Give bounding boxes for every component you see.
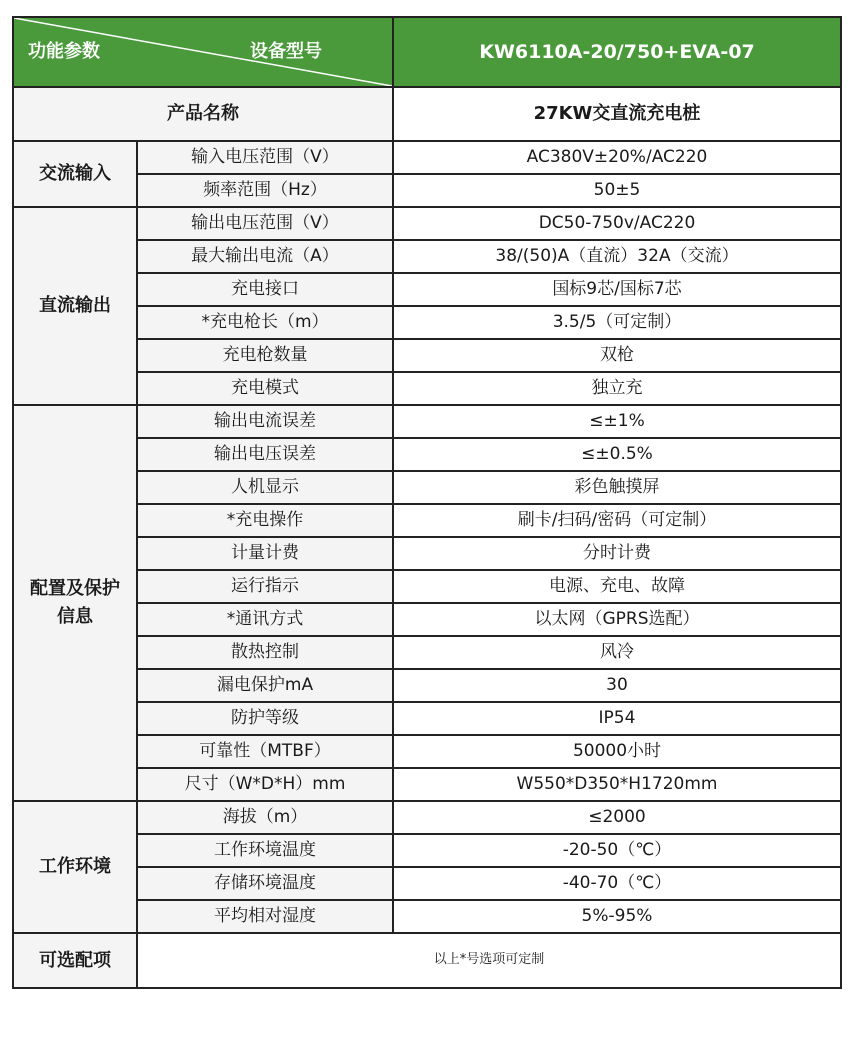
param-label: 充电枪数量 — [137, 339, 393, 372]
param-label: 最大输出电流（A） — [137, 240, 393, 273]
param-label: 尺寸（W*D*H）mm — [137, 768, 393, 801]
param-label: 漏电保护mA — [137, 669, 393, 702]
param-value: AC380V±20%/AC220 — [393, 141, 841, 174]
param-label: *充电操作 — [137, 504, 393, 537]
param-value: 电源、充电、故障 — [393, 570, 841, 603]
group-environment: 工作环境 — [13, 801, 137, 933]
param-value: 风冷 — [393, 636, 841, 669]
param-value: 独立充 — [393, 372, 841, 405]
product-name-value: 27KW交直流充电桩 — [393, 87, 841, 141]
param-label: 充电模式 — [137, 372, 393, 405]
table-row — [13, 900, 841, 933]
param-value: 分时计费 — [393, 537, 841, 570]
param-label: 充电接口 — [137, 273, 393, 306]
param-value: 3.5/5（可定制） — [393, 306, 841, 339]
param-value: W550*D350*H1720mm — [393, 768, 841, 801]
group-title-line-2: 信息 — [57, 606, 93, 627]
param-label: *充电枪长（m） — [137, 306, 393, 339]
param-value: 30 — [393, 669, 841, 702]
table-row — [13, 603, 841, 636]
param-value: 50±5 — [393, 174, 841, 207]
table-row — [13, 471, 841, 504]
table-row — [13, 438, 841, 471]
optional-label: 可选配项 — [13, 933, 137, 988]
product-name-row — [13, 87, 841, 141]
param-value: 刷卡/扫码/密码（可定制） — [393, 504, 841, 537]
table-row — [13, 867, 841, 900]
table-row — [13, 372, 841, 405]
param-value: 5%-95% — [393, 900, 841, 933]
param-value: DC50-750v/AC220 — [393, 207, 841, 240]
diagonal-header-cell — [13, 17, 393, 87]
table-row — [13, 702, 841, 735]
param-value: ≤±0.5% — [393, 438, 841, 471]
table-row — [13, 207, 841, 240]
table-row — [13, 801, 841, 834]
param-label: 输出电压误差 — [137, 438, 393, 471]
param-label: 海拔（m） — [137, 801, 393, 834]
param-value: -20-50（℃） — [393, 834, 841, 867]
function-params-label: 功能参数 — [28, 41, 100, 62]
param-value: IP54 — [393, 702, 841, 735]
param-label: 输出电压范围（V） — [137, 207, 393, 240]
model-number: KW6110A-20/750+EVA-07 — [393, 17, 841, 87]
param-label: 可靠性（MTBF） — [137, 735, 393, 768]
table-row — [13, 339, 841, 372]
param-value: 以太网（GPRS选配） — [393, 603, 841, 636]
param-label: 防护等级 — [137, 702, 393, 735]
param-label: 运行指示 — [137, 570, 393, 603]
optional-row — [13, 933, 841, 988]
param-label: 输出电流误差 — [137, 405, 393, 438]
device-model-label: 设备型号 — [250, 41, 322, 62]
table-row — [13, 834, 841, 867]
param-value: ≤2000 — [393, 801, 841, 834]
param-label: *通讯方式 — [137, 603, 393, 636]
table-row — [13, 570, 841, 603]
param-value: 彩色触摸屏 — [393, 471, 841, 504]
table-row — [13, 141, 841, 174]
table-row — [13, 306, 841, 339]
table-row — [13, 735, 841, 768]
param-label: 存储环境温度 — [137, 867, 393, 900]
param-label: 工作环境温度 — [137, 834, 393, 867]
group-ac-input: 交流输入 — [13, 141, 137, 207]
param-label: 散热控制 — [137, 636, 393, 669]
optional-note: 以上*号选项可定制 — [137, 933, 841, 988]
param-label: 平均相对湿度 — [137, 900, 393, 933]
param-value: 国标9芯/国标7芯 — [393, 273, 841, 306]
table-row — [13, 669, 841, 702]
spec-table — [12, 16, 842, 989]
group-title-line-1: 配置及保护 — [30, 578, 120, 600]
param-value: ≤±1% — [393, 405, 841, 438]
table-row — [13, 768, 841, 801]
param-value: 38/(50)A（直流）32A（交流） — [393, 240, 841, 273]
product-name-label: 产品名称 — [13, 87, 393, 141]
param-label: 人机显示 — [137, 471, 393, 504]
table-row — [13, 504, 841, 537]
param-label: 计量计费 — [137, 537, 393, 570]
param-value: 双枪 — [393, 339, 841, 372]
table-row — [13, 273, 841, 306]
param-value: 50000小时 — [393, 735, 841, 768]
param-label: 频率范围（Hz） — [137, 174, 393, 207]
table-row — [13, 405, 841, 438]
table-row — [13, 636, 841, 669]
group-config-protection — [13, 405, 137, 801]
table-row — [13, 537, 841, 570]
table-header-row — [13, 17, 841, 87]
param-value: -40-70（℃） — [393, 867, 841, 900]
table-row — [13, 240, 841, 273]
param-label: 输入电压范围（V） — [137, 141, 393, 174]
table-row — [13, 174, 841, 207]
group-dc-output: 直流输出 — [13, 207, 137, 405]
